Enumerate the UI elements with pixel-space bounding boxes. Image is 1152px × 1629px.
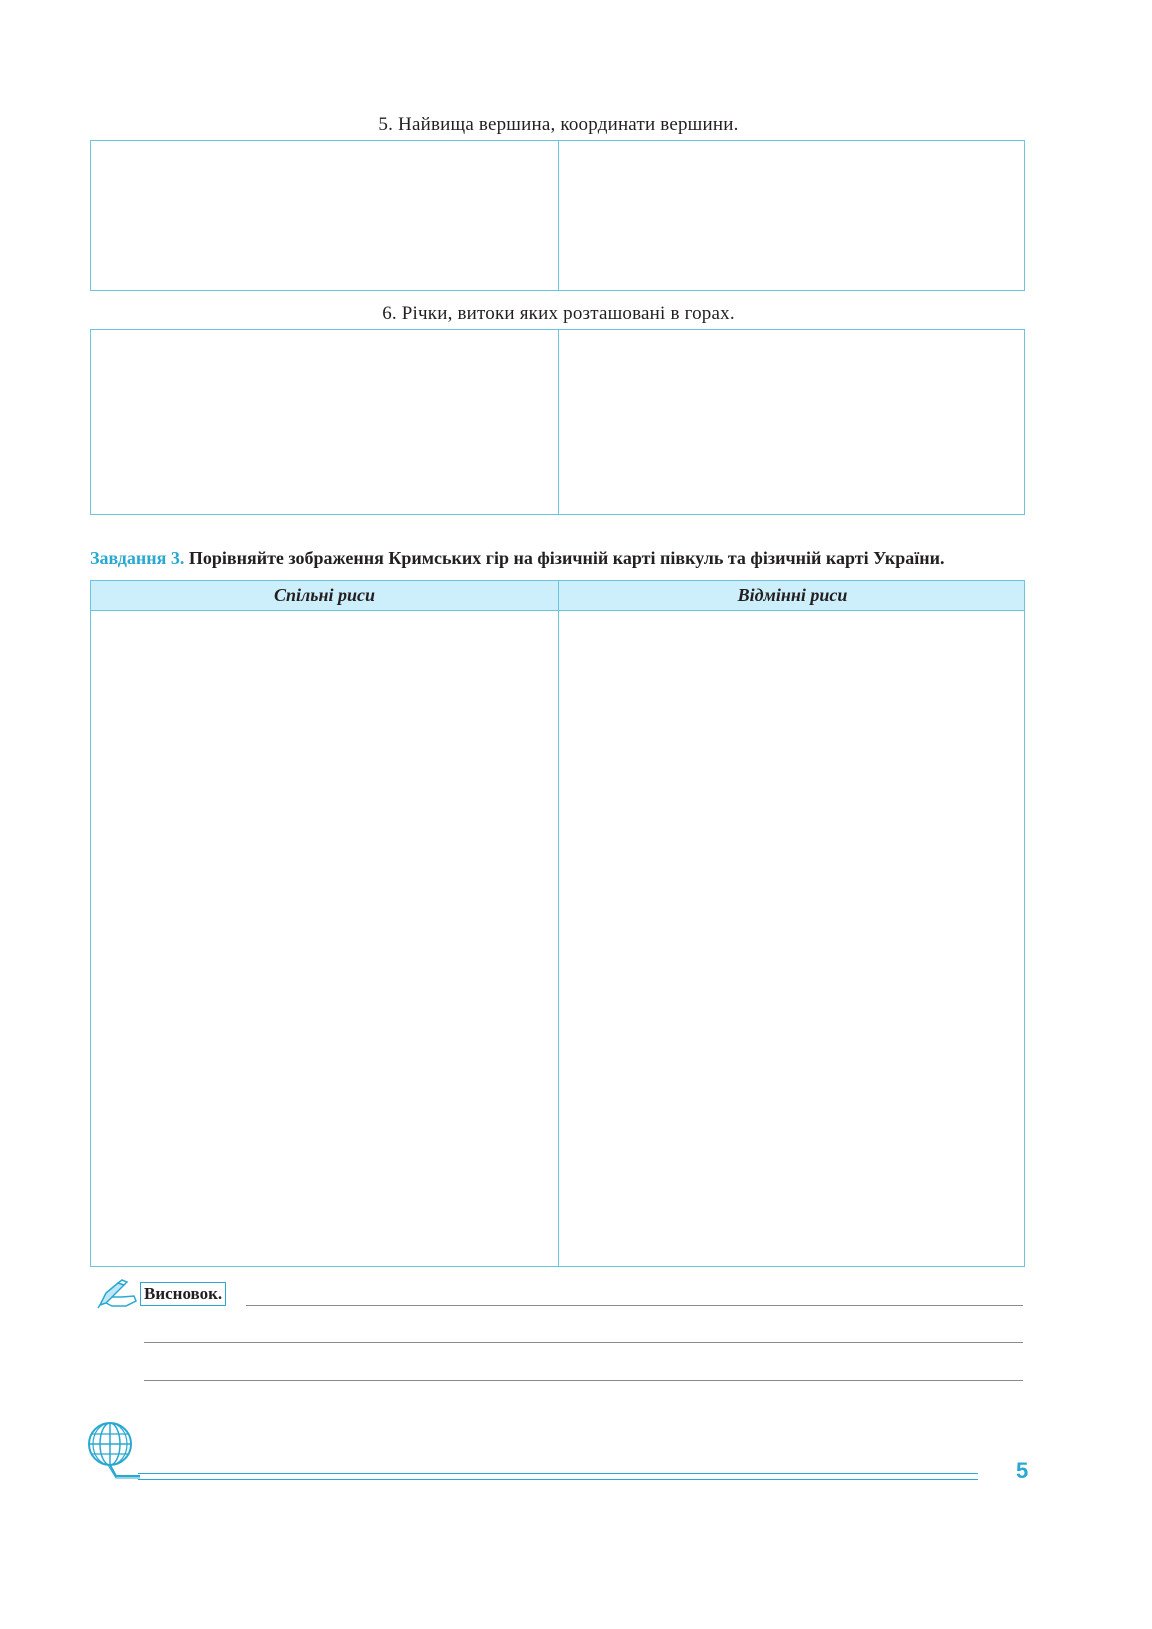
comparison-table[interactable]: [90, 580, 1025, 1267]
page-number: 5: [1016, 1458, 1029, 1483]
task-3-label: Завдання 3.: [90, 548, 185, 568]
column-header-different: Відмінні риси: [737, 585, 848, 605]
footer-line-top: [138, 1473, 978, 1474]
conclusion-line-2[interactable]: [144, 1342, 1023, 1343]
conclusion-label: Висновок.: [140, 1282, 226, 1306]
conclusion-line-3[interactable]: [144, 1380, 1023, 1381]
section-6-answer-box[interactable]: [90, 329, 1025, 515]
column-divider: [558, 581, 559, 1266]
conclusion-line-1[interactable]: [246, 1305, 1023, 1306]
task-3-heading: [90, 548, 1040, 569]
section-5-caption: 5. Найвища вершина, координати вершини.: [378, 114, 739, 135]
pen-hand-icon: [96, 1279, 138, 1309]
column-header-common: Спільні риси: [274, 585, 375, 605]
footer-line-bottom: [138, 1479, 978, 1480]
column-divider: [558, 141, 559, 290]
section-6-caption: 6. Річки, витоки яких розташовані в горах.: [382, 303, 735, 324]
task-3-text: Порівняйте зображення Кримських гір на фізичній карті півкуль та фізичній карті України.: [188, 548, 945, 568]
globe-icon: [86, 1420, 142, 1482]
column-divider: [558, 330, 559, 514]
section-5-answer-box[interactable]: [90, 140, 1025, 291]
